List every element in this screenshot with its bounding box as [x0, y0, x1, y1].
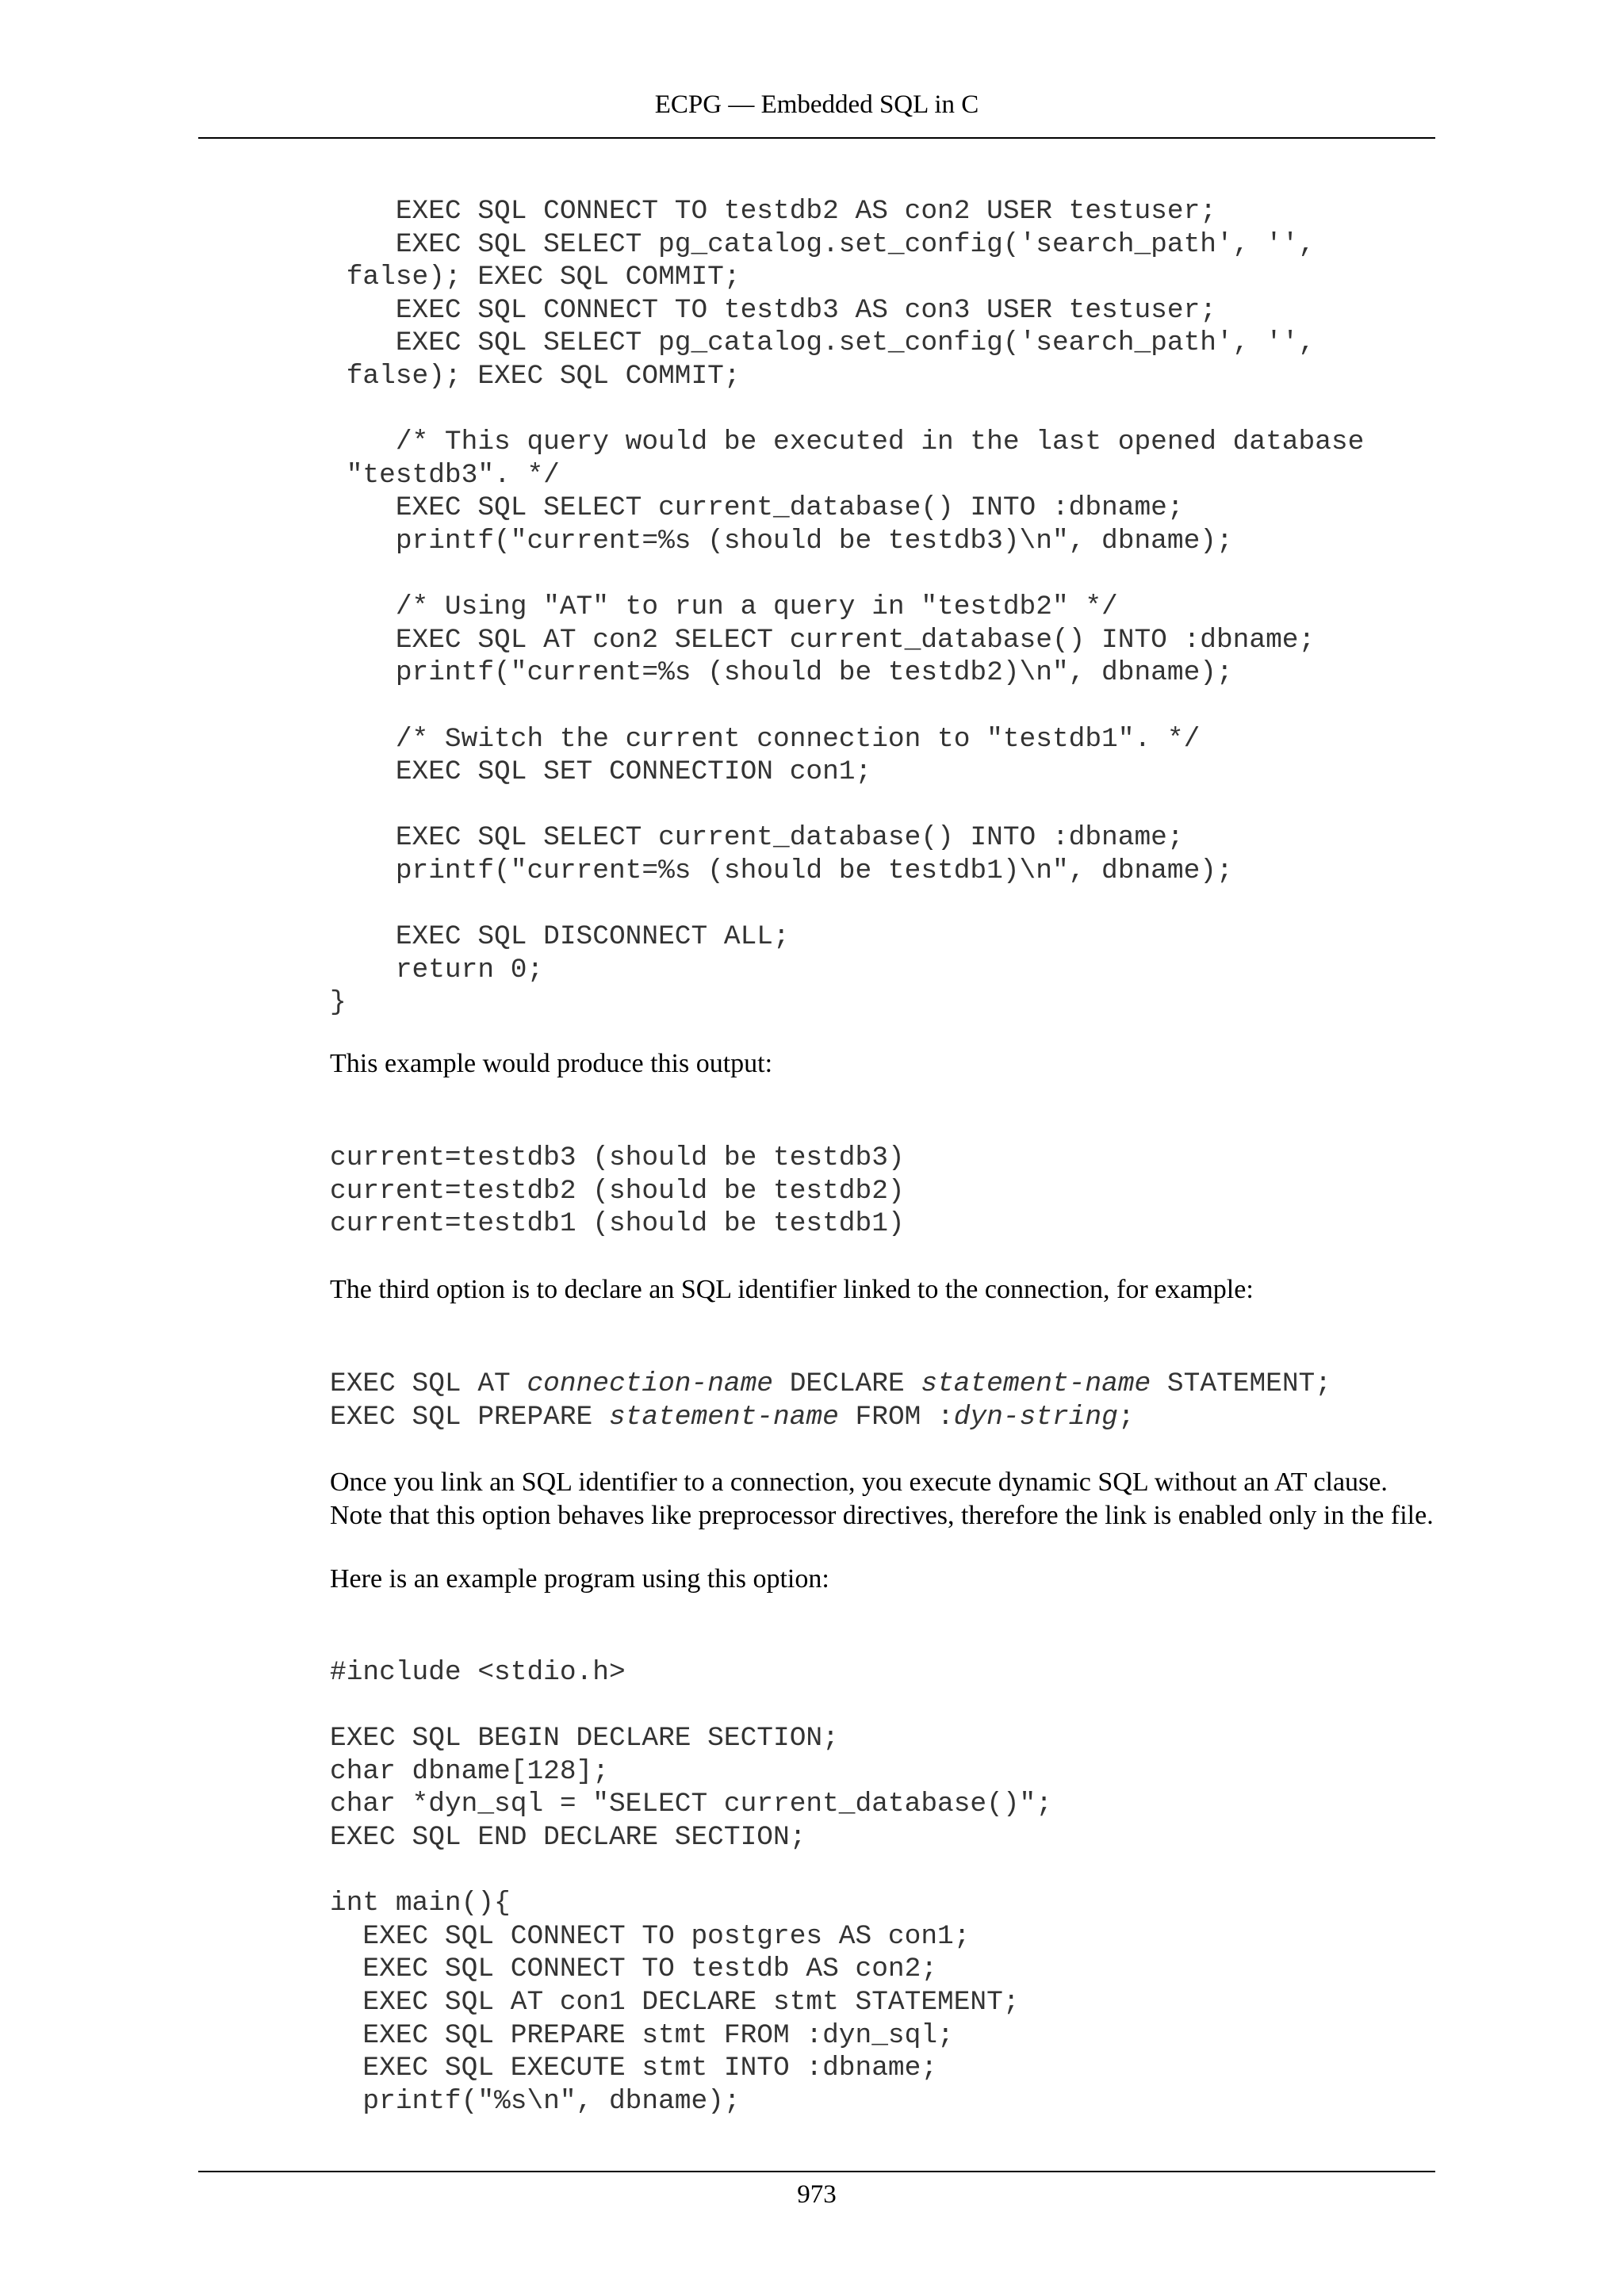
- code-line: current=testdb3 (should be testdb3): [330, 1142, 905, 1173]
- code-line: EXEC SQL CONNECT TO testdb3 AS con3 USER testuser;: [330, 294, 1216, 326]
- code-line: [330, 558, 1364, 591]
- code-line: EXEC SQL BEGIN DECLARE SECTION;: [330, 1723, 839, 1755]
- placeholder-statement-name: statement-name: [608, 1401, 839, 1433]
- header-rule: [198, 137, 1435, 139]
- code-line: EXEC SQL SET CONNECTION con1;: [330, 756, 872, 788]
- code-line: return 0;: [330, 954, 544, 985]
- code-line: [330, 393, 1364, 427]
- code-line: current=testdb1 (should be testdb1): [330, 1208, 905, 1240]
- code-line: /* This query would be executed in the last opened database: [330, 427, 1365, 458]
- code-line: [330, 1689, 1052, 1723]
- code-line: false); EXEC SQL COMMIT;: [330, 262, 741, 293]
- code-line: EXEC SQL PREPARE stmt FROM :dyn_sql;: [330, 2019, 954, 2051]
- code-line: char dbname[128];: [330, 1755, 609, 1787]
- code-block-output: [330, 1142, 905, 1241]
- code-line: printf("%s\n", dbname);: [330, 2085, 741, 2117]
- code-line: EXEC SQL AT con1 DECLARE stmt STATEMENT;: [330, 1986, 1020, 2018]
- code-line: printf("current=%s (should be testdb2)\n", dbname);: [330, 657, 1233, 689]
- code-line: printf("current=%s (should be testdb3)\n", dbname);: [330, 525, 1233, 557]
- code-line: #include <stdio.h>: [330, 1657, 626, 1688]
- code-block-example-program: [330, 1656, 1052, 2118]
- page-number: 973: [797, 2180, 837, 2209]
- paragraph-output-intro: This example would produce this output:: [330, 1049, 773, 1078]
- code-line: [330, 690, 1364, 723]
- code-line: EXEC SQL SELECT current_database() INTO :dbname;: [330, 492, 1184, 524]
- code-line: EXEC SQL AT con2 SELECT current_database() INTO :dbname;: [330, 624, 1316, 656]
- code-line: }: [330, 987, 347, 1019]
- code-block-multiple-connections: [330, 195, 1364, 1020]
- code-line: EXEC SQL CONNECT TO testdb2 AS con2 USER testuser;: [330, 196, 1216, 227]
- code-line: printf("current=%s (should be testdb1)\n", dbname);: [330, 855, 1233, 886]
- code-line: EXEC SQL SELECT pg_catalog.set_config('search_path', '',: [330, 327, 1316, 359]
- running-header: ECPG — Embedded SQL in C: [654, 90, 979, 119]
- placeholder-connection-name: connection-name: [527, 1368, 774, 1399]
- placeholder-statement-name: statement-name: [921, 1368, 1151, 1399]
- paragraph-example-intro: Here is an example program using this option:: [330, 1564, 829, 1594]
- code-block-syntax: [330, 1368, 1331, 1433]
- code-line: EXEC SQL SELECT pg_catalog.set_config('search_path', '',: [330, 228, 1316, 260]
- code-line: [330, 789, 1364, 822]
- code-line: EXEC SQL DISCONNECT ALL;: [330, 921, 790, 953]
- code-line: EXEC SQL CONNECT TO testdb AS con2;: [330, 1954, 938, 1985]
- code-line: false); EXEC SQL COMMIT;: [330, 360, 741, 392]
- code-line: /* Using "AT" to run a query in "testdb2" */: [330, 591, 1118, 623]
- code-line: [330, 1854, 1052, 1888]
- code-line: int main(){: [330, 1888, 511, 1919]
- code-line: EXEC SQL PREPARE statement-name FROM :dyn-string;: [330, 1401, 1135, 1433]
- placeholder-dyn-string: dyn-string: [953, 1401, 1118, 1433]
- paragraph-link-identifier: Once you link an SQL identifier to a connection, you execute dynamic SQL without an AT clause. Note that this option behaves like preprocessor directives, therefore the link is enabled only in the file.: [330, 1468, 1434, 1530]
- code-line: EXEC SQL SELECT current_database() INTO :dbname;: [330, 822, 1184, 854]
- code-line: "testdb3". */: [330, 459, 560, 491]
- code-line: EXEC SQL END DECLARE SECTION;: [330, 1821, 806, 1853]
- paragraph-third-option: The third option is to declare an SQL identifier linked to the connection, for example:: [330, 1275, 1254, 1304]
- code-line: [330, 887, 1364, 920]
- code-line: current=testdb2 (should be testdb2): [330, 1175, 905, 1207]
- code-line: EXEC SQL EXECUTE stmt INTO :dbname;: [330, 2053, 938, 2084]
- code-line: EXEC SQL CONNECT TO postgres AS con1;: [330, 1920, 971, 1952]
- footer-rule: [198, 2171, 1435, 2172]
- code-line: char *dyn_sql = "SELECT current_database()";: [330, 1789, 1052, 1820]
- code-line: /* Switch the current connection to "testdb1". */: [330, 723, 1201, 755]
- code-line: EXEC SQL AT connection-name DECLARE statement-name STATEMENT;: [330, 1368, 1331, 1399]
